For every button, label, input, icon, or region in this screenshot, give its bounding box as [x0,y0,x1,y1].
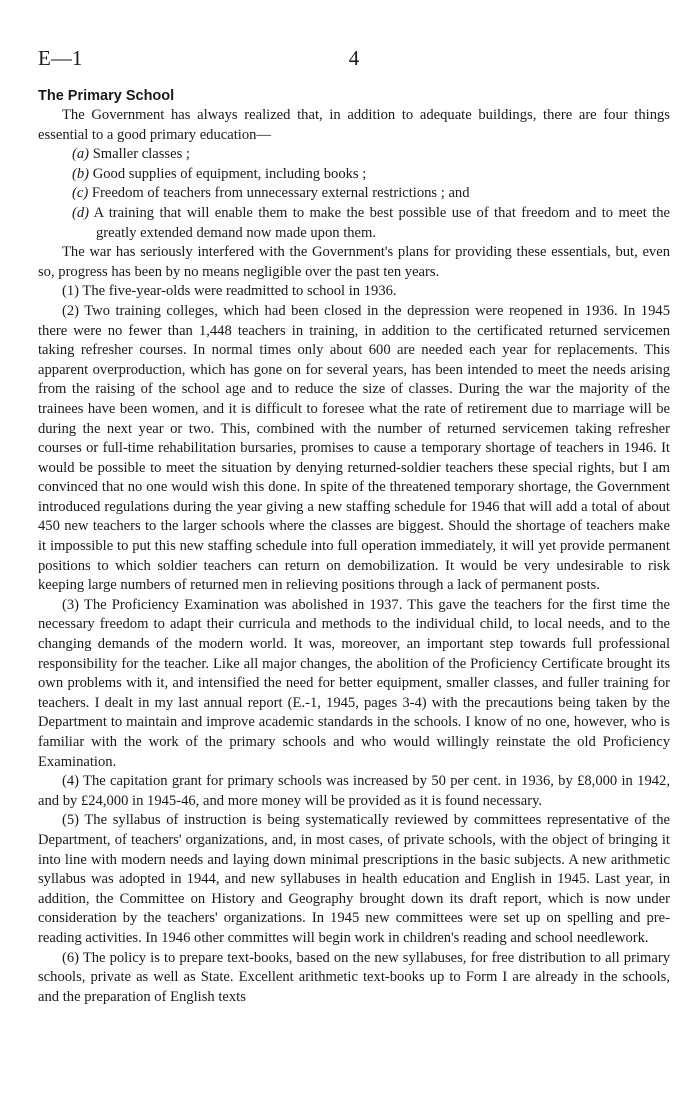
body-paragraph: (6) The policy is to prepare text-books, based on the new syllabuses, for free distribution to all primary schools, private as well as State. Excellent arithmetic text-books up to Form I are already in the schools, and the preparation of English texts [38,949,670,1005]
list-item-text: A training that will enable them to make the best possible use of that freedom and to meet the greatly extended demand now made upon them. [93,204,670,241]
document-page [38,46,670,1007]
body-paragraph: (4) The capitation grant for primary schools was increased by 50 per cent. in 1936, by £8,000 in 1942, and by £24,000 in 1945-46, and more money will be provided as it is found necessary. [38,773,670,809]
body-paragraph: (1) The five-year-olds were readmitted to school in 1936. [62,283,397,300]
list-marker: (b) [72,165,90,182]
list-marker: (c) [72,185,89,202]
body-paragraph: (2) Two training colleges, which had been closed in the depression were reopened in 1936. In 1945 there were no fewer than 1,448 teachers in training, in addition to the certificated returned servicemen taking refresher courses. In normal times only about 600 are needed each year for replacements. This apparent overproduction, which has gone on for several years, has been intended to meet the needs arising from the raising of the school age and to reduce the size of classes. During the war the majority of the trainees have been women, and it is difficult to foresee what the rate of retirement due to marriage will be during the next year or two. This, combined with the number of returned servicemen taking refresher courses or full-time rehabilitation bursaries, promises to cause a temporary shortage of teachers in 1946. It would be possible to meet the situation by denying returned-soldier teachers these special rights, but I am convinced that no one would wish this done. In spite of the threatened temporary shortage, the Government introduced regulations during the year giving a new staffing schedule for 1946 that will add a total of about 450 new teachers to the larger schools where the classes are biggest. Should the shortage of teachers make it impossible to put this new staffing schedule into full operation immediately, it will yet provide permanent positions to which soldier teachers can return on demobilization. It would be very undesirable to risk keeping large numbers of returned men in relieving positions through a lack of permanent posts. [38,302,670,594]
body-paragraph: (3) The Proficiency Examination was abolished in 1937. This gave the teachers for the first time the necessary freedom to adapt their curricula and methods to the individual child, to local needs, and to the changing demands of the modern world. It was, moreover, an important step towards full professional responsibility for the teacher. Like all major changes, the abolition of the Proficiency Certificate brought its own problems with it, and intensified the need for better equipment, smaller classes, and fuller training for teachers. I dealt in my last annual report (E.-1, 1945, pages 3-4) with the precautions being taken by the Department to maintain and improve academic standards in the schools. I know of no one, however, who is familiar with the work of the primary schools and who would willingly reinstate the old Proficiency Examination. [38,596,670,770]
body-paragraph: The war has seriously interfered with the Government's plans for providing these essentials, but, even so, progress has been by no means negligible over the past ten years. [38,244,670,280]
list-item [38,184,670,204]
page-header [38,46,670,76]
section-title: The Primary School [38,88,175,104]
list-item [38,165,670,185]
essentials-list [38,145,670,243]
list-item [38,204,670,243]
page-number: 4 [348,46,360,70]
list-marker: (d) [72,204,90,221]
body-paragraph: (5) The syllabus of instruction is being systematically reviewed by committees representative of the Department, of teachers' organizations, and, in most cases, of private schools, with the object of bringing it into line with modern needs and laying down minimal prescriptions in the basic subjects. A new arithmetic syllabus was adopted in 1944, and new syllabuses in health education and English in 1945. Last year, in addition, the Committee on History and Geography brought down its draft report, which is now under consideration by the teachers' organizations. In 1945 new committees were set up on spelling and pre-reading activities. In 1946 other committes will begin work in children's reading and school needlework. [38,812,670,946]
list-item-text: Smaller classes ; [92,146,190,163]
list-item-text: Good supplies of equipment, including books ; [92,165,367,182]
intro-paragraph: The Government has always realized that, in addition to adequate buildings, there are four things essential to a good primary education— [38,107,670,143]
list-item [38,145,670,165]
list-item-text: Freedom of teachers from unnecessary external restrictions ; and [91,185,470,202]
document-reference: E—1 [38,46,83,70]
list-marker: (a) [72,146,90,163]
